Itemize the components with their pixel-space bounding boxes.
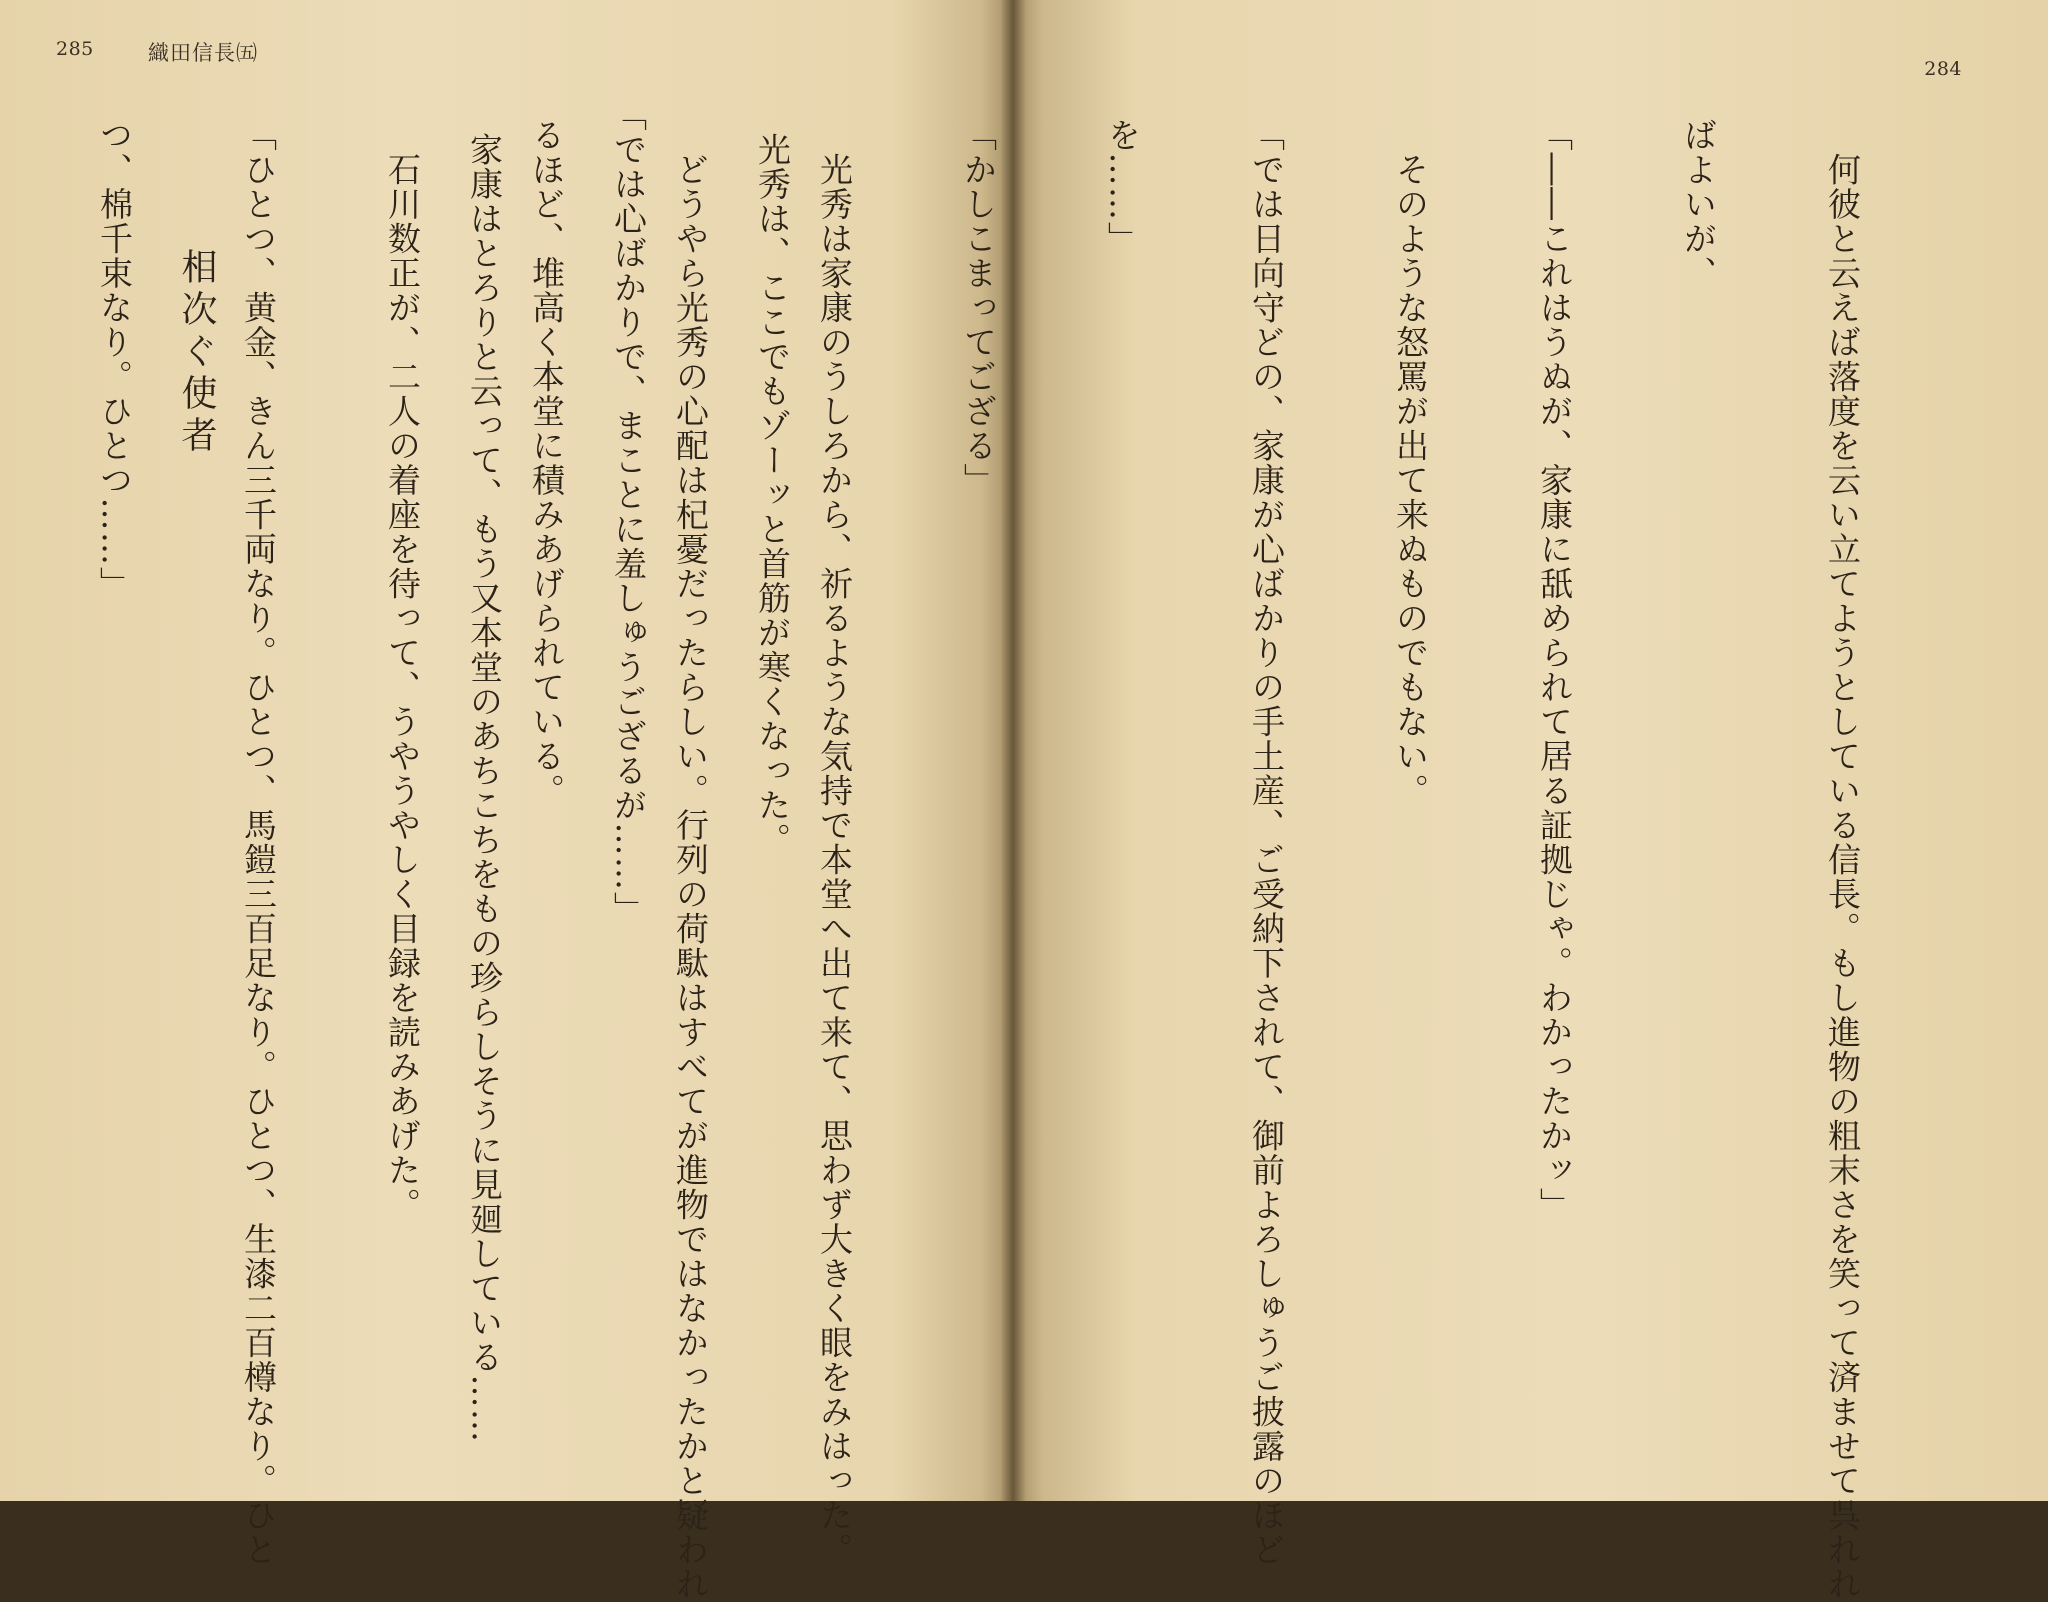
text-line: 光秀は家康のうしろから、祈るような気持で本堂へ出て来て、思わず大きく眼をみはった。 <box>815 118 854 1567</box>
text-line: 光秀は、ここでもゾーッと首筋が寒くなった。 <box>753 98 792 857</box>
text-line: 「では日向守どの、家康が心ばかりの手土産、ご受納下されて、御前よろしゅうご披露のほど <box>1247 118 1286 1567</box>
text-line: 石川数正が、二人の着座を待って、うやうやしく目録を読みあげた。 <box>383 118 422 1222</box>
text-line: どうやら光秀の心配は杞憂だったらしい。行列の荷駄はすべてが進物ではなかったかと疑われ <box>671 118 710 1602</box>
text-line: るほど、堆高く本堂に積みあげられている。 <box>527 118 566 808</box>
page-number-284: 284 <box>1924 58 1962 80</box>
right-page-text <box>0 118 1962 1602</box>
text-line: そのような怒罵が出て来ぬものでもない。 <box>1391 118 1430 808</box>
page-number-285: 285 <box>56 38 94 60</box>
section-heading: 相次ぐ使者 <box>176 248 217 458</box>
text-line: 家康はとろりと云って、もう又本堂のあちこちをもの珍らしそうに見廻している…… <box>465 98 504 1444</box>
text-line: つ、棉千束なり。ひとつ……」 <box>95 118 134 601</box>
running-head: 織田信長㈤ <box>148 41 258 65</box>
text-line: 「――これはうぬが、家康に舐められて居る証拠じゃ。わかったかッ」 <box>1535 118 1574 1222</box>
text-line: を……」 <box>1103 118 1142 256</box>
text-line: 「では心ばかりで、まことに羞しゅうござるが……」 <box>609 98 648 926</box>
text-line: ばよいが、 <box>1679 118 1718 291</box>
text-line: 「ひとつ、黄金、きん三千両なり。ひとつ、馬鎧三百足なり。ひとつ、生漆二百樽なり。ひと <box>239 118 278 1567</box>
text-line: 「かしこまってござる」 <box>959 118 998 498</box>
text-line: 何彼と云えば落度を云い立てようとしている信長。もし進物の粗末さを笑って済ませて呉れれ <box>1823 118 1862 1602</box>
